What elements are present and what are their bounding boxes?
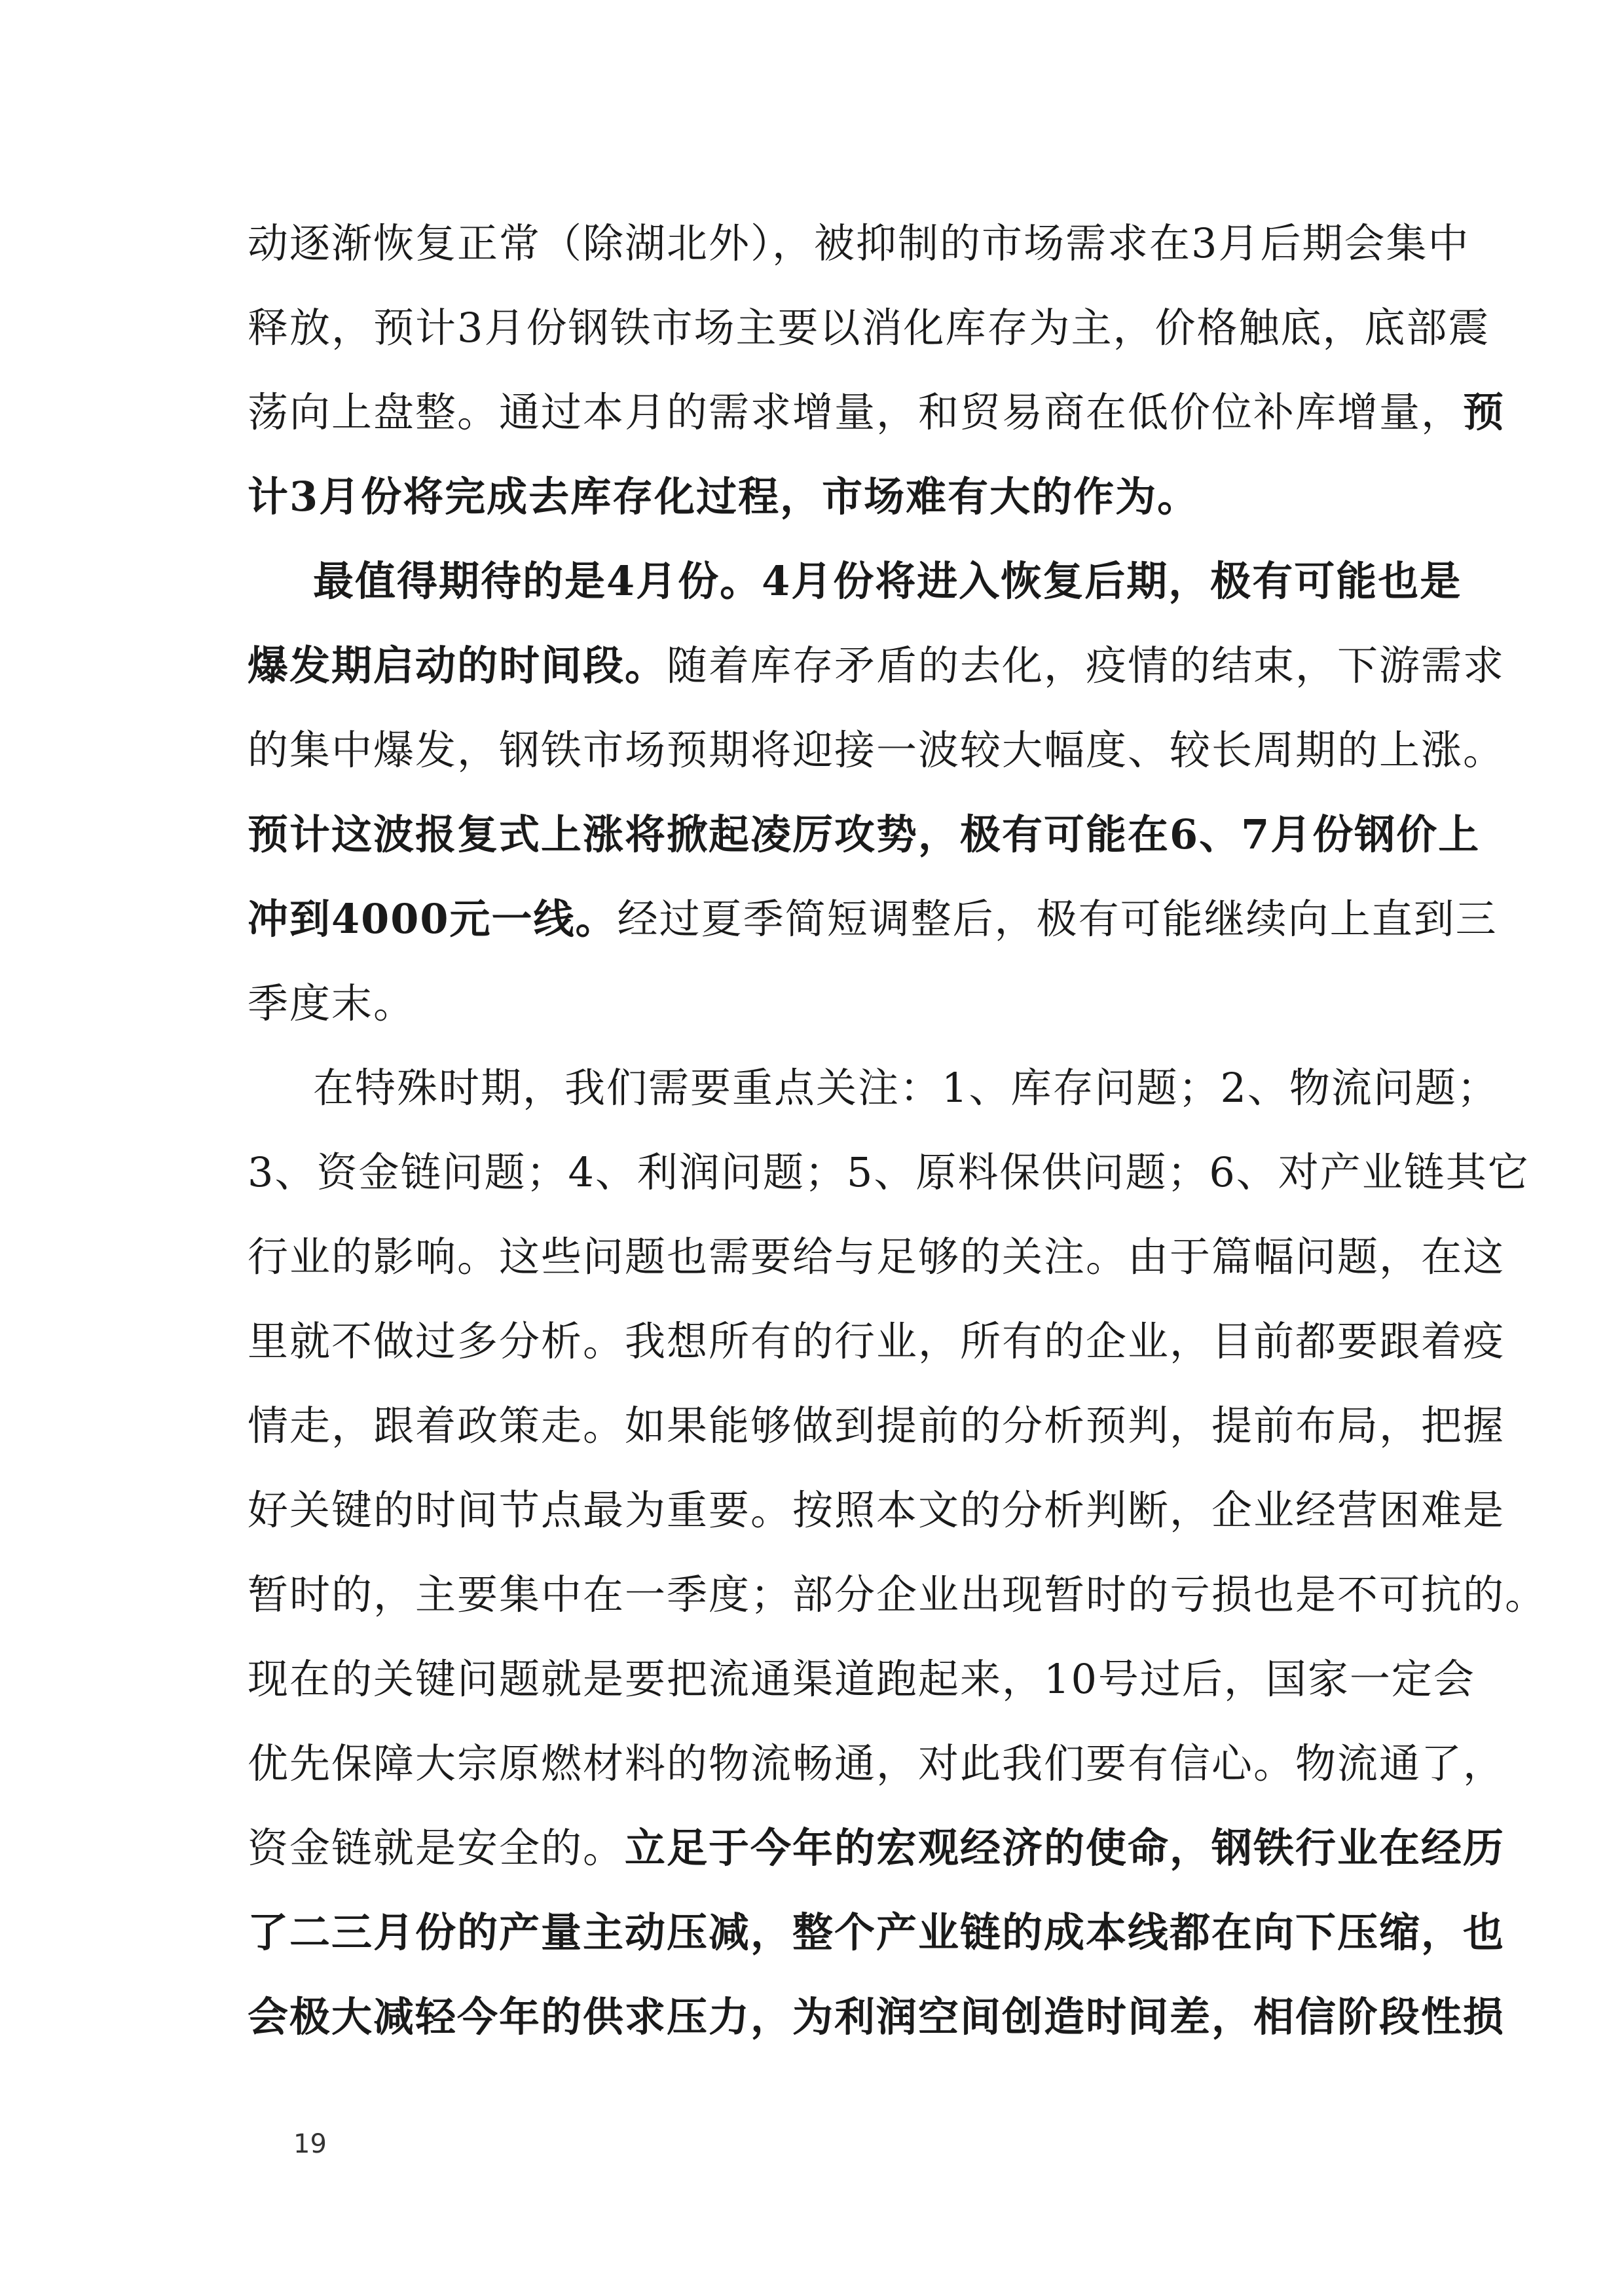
text-segment-bold: 了二三月份的产量主动压减，整个产业链的成本线都在向下压缩，也	[248, 1908, 1505, 1956]
text-segment: 荡向上盘整。通过本月的需求增量，和贸易商在低价位补库增量，	[248, 388, 1464, 436]
text-line	[248, 1640, 1475, 1719]
text-segment-bold: 预	[1463, 388, 1505, 436]
text-line	[248, 1387, 1505, 1465]
text-segment: 的集中爆发，钢铁市场预期将迎接一波较大幅度、较长周期的上涨。	[248, 726, 1505, 774]
text-line	[248, 289, 1490, 367]
text-line	[248, 1978, 1505, 2056]
text-segment: 暂时的，主要集中在一季度；部分企业出现暂时的亏损也是不可抗的。	[248, 1571, 1547, 1618]
text-line	[248, 1471, 1505, 1550]
text-line	[248, 1893, 1505, 1972]
text-line	[248, 1809, 1505, 1887]
text-segment-bold: 会极大减轻今年的供求压力，为利润空间创造时间差，相信阶段性损	[248, 1993, 1505, 2041]
text-segment: 行业的影响。这些问题也需要给与足够的关注。由于篇幅问题，在这	[248, 1233, 1505, 1281]
text-segment-bold: 冲到4000元一线。	[248, 895, 618, 943]
text-segment-bold: 计3月份将完成去库存化过程，市场难有大的作为。	[248, 473, 1200, 520]
text-line	[248, 795, 1481, 874]
text-segment: 资金链就是安全的。	[248, 1824, 625, 1872]
text-segment: 在特殊时期，我们需要重点关注：1、库存问题；2、物流问题；	[313, 1064, 1499, 1112]
text-segment: 好关键的时间节点最为重要。按照本文的分析判断，企业经营困难是	[248, 1486, 1505, 1534]
text-line	[248, 964, 1387, 1043]
text-line	[248, 880, 1498, 958]
text-line	[248, 1724, 1505, 1803]
text-segment-bold: 立足于今年的宏观经济的使命，钢铁行业在经历	[625, 1824, 1505, 1872]
text-line	[248, 1556, 1547, 1634]
text-segment: 季度末。	[248, 979, 416, 1027]
text-line	[248, 1133, 1530, 1212]
text-line	[248, 458, 1387, 536]
text-segment-bold: 爆发期启动的时间段。	[248, 642, 667, 689]
text-segment: 3、资金链问题；4、利润问题；5、原料保供问题；6、对产业链其它	[248, 1148, 1530, 1196]
text-segment: 情走，跟着政策走。如果能够做到提前的分析预判，提前布局，把握	[248, 1402, 1505, 1449]
text-segment-bold: 最值得期待的是4月份。4月份将进入恢复后期，极有可能也是	[313, 557, 1462, 605]
text-segment-bold: 预计这波报复式上涨将掀起凌厉攻势，极有可能在6、7月份钢价上	[248, 811, 1481, 858]
text-segment: 里就不做过多分析。我想所有的行业，所有的企业，目前都要跟着疫	[248, 1317, 1505, 1365]
text-segment: 动逐渐恢复正常（除湖北外），被抑制的市场需求在3月后期会集中	[248, 219, 1470, 267]
page-number: 19	[293, 2129, 327, 2159]
text-line	[313, 1049, 1499, 1127]
text-line	[248, 204, 1470, 283]
text-line	[248, 1218, 1505, 1296]
text-segment: 优先保障大宗原燃材料的物流畅通，对此我们要有信心。物流通了，	[248, 1740, 1505, 1787]
text-segment: 经过夏季简短调整后，极有可能继续向上直到三	[617, 895, 1498, 943]
text-line	[313, 542, 1462, 621]
text-line	[248, 627, 1505, 705]
text-line	[248, 1302, 1505, 1381]
text-segment: 随着库存矛盾的去化，疫情的结束，下游需求	[667, 642, 1505, 689]
text-line	[248, 711, 1505, 790]
text-segment: 现在的关键问题就是要把流通渠道跑起来，10号过后，国家一定会	[248, 1655, 1475, 1703]
text-line	[248, 373, 1505, 452]
text-segment: 释放，预计3月份钢铁市场主要以消化库存为主，价格触底，底部震	[248, 304, 1490, 352]
